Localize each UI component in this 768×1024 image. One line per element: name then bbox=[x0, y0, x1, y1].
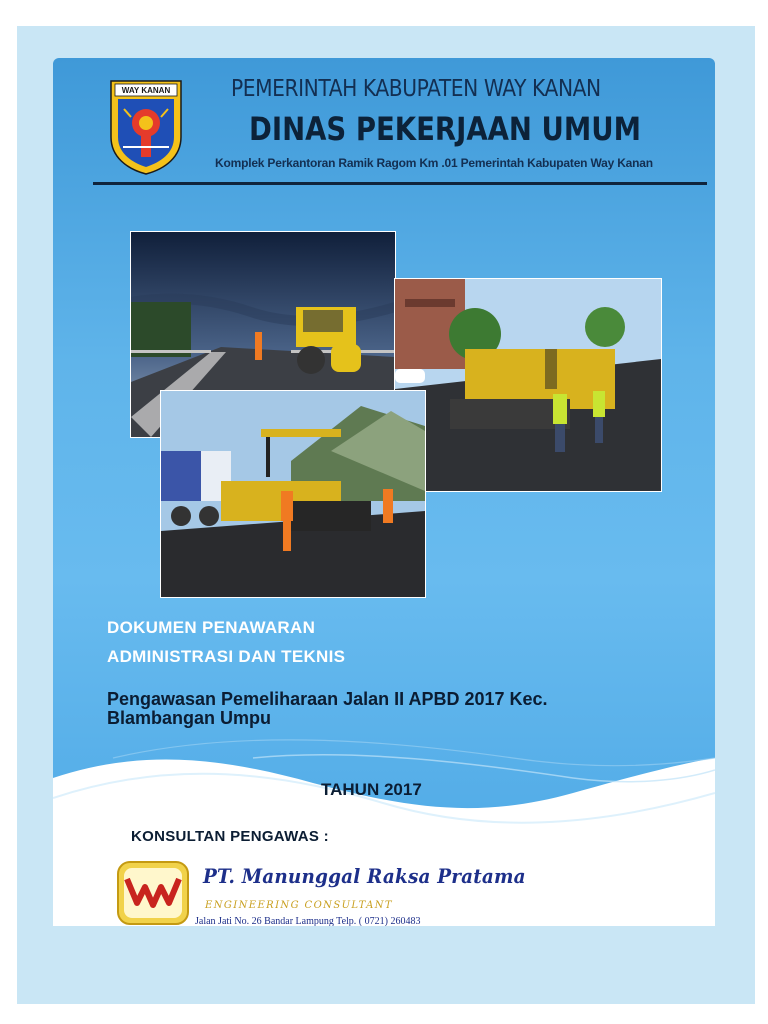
department-title: DINAS PEKERJAAN UMUM bbox=[249, 110, 642, 148]
asphalt-paver-photo bbox=[160, 390, 426, 598]
office-address: Komplek Perkantoran Ramik Ragom Km .01 Pemerintah Kabupaten Way Kanan bbox=[215, 156, 653, 170]
consultant-tagline: ENGINEERING CONSULTANT bbox=[205, 900, 394, 911]
consultant-logo bbox=[117, 861, 189, 925]
project-title: Pengawasan Pemeliharaan Jalan II APBD 2017 Kec. Blambangan Umpu bbox=[107, 689, 548, 728]
consultant-company-name: PT. Manunggal Raksa Pratama bbox=[203, 864, 526, 888]
logo-text: WAY KANAN bbox=[121, 86, 171, 95]
paver-crew-photo bbox=[394, 278, 662, 492]
consultant-address: Jalan Jati No. 26 Bandar Lampung Telp. ( 0721) 260483 bbox=[195, 916, 421, 926]
way-kanan-logo bbox=[109, 79, 183, 175]
header-rule bbox=[93, 182, 707, 185]
consultant-label: KONSULTAN PENGAWAS : bbox=[131, 828, 329, 845]
document-type-line2: ADMINISTRASI DAN TEKNIS bbox=[107, 647, 346, 666]
government-title: PEMERINTAH KABUPATEN WAY KANAN bbox=[231, 76, 601, 102]
document-year: TAHUN 2017 bbox=[321, 780, 422, 799]
document-type-line1: DOKUMEN PENAWARAN bbox=[107, 618, 316, 637]
cover-page bbox=[53, 58, 715, 926]
